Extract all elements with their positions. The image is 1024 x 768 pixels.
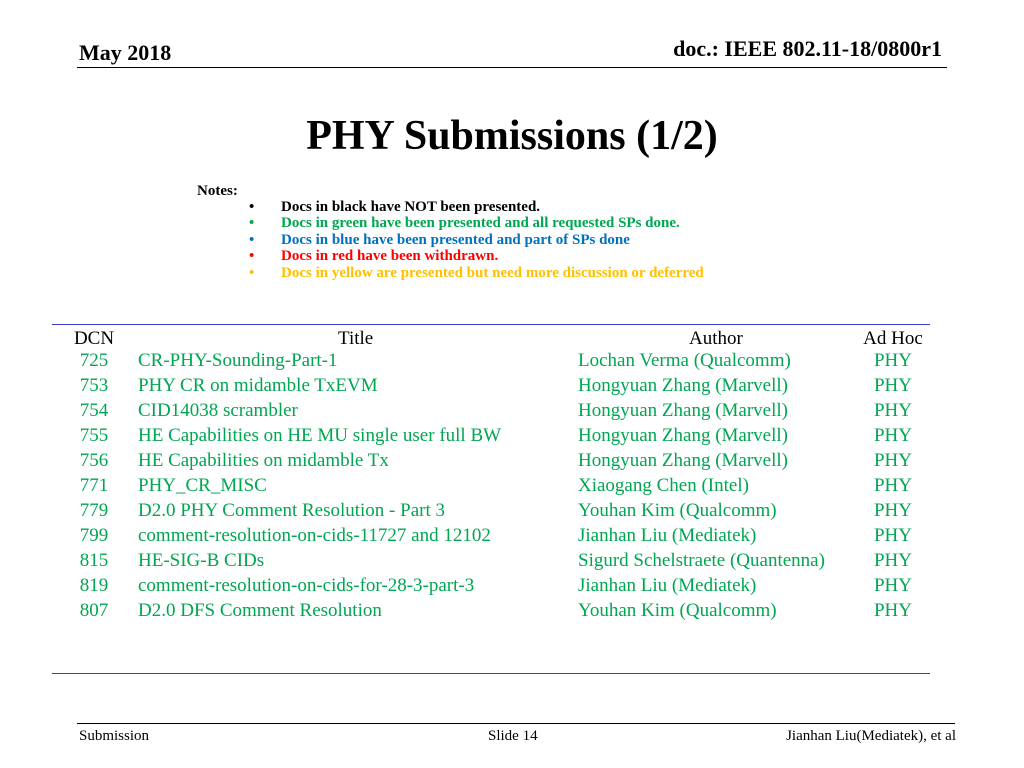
table-row [0, 600, 1024, 625]
table-row [0, 450, 1024, 475]
cell-adhoc: PHY [873, 350, 912, 371]
bullet-icon: • [249, 231, 255, 248]
note-text: Docs in blue have been presented and part of SPs done [281, 231, 630, 248]
column-header-dcn: DCN [73, 328, 115, 349]
cell-title: PHY_CR_MISC [138, 475, 267, 496]
column-header-adhoc: Ad Hoc [863, 328, 923, 349]
table-row [0, 375, 1024, 400]
cell-author: Jianhan Liu (Mediatek) [578, 525, 757, 546]
note-item [247, 248, 704, 264]
bullet-icon: • [249, 215, 255, 232]
note-item [247, 232, 704, 248]
table-row [0, 350, 1024, 375]
table-row [0, 500, 1024, 525]
cell-adhoc: PHY [873, 600, 912, 621]
cell-title: PHY CR on midamble TxEVM [138, 375, 378, 396]
cell-dcn: 753 [79, 375, 109, 396]
note-text: Docs in red have been withdrawn. [281, 248, 499, 265]
cell-adhoc: PHY [873, 450, 912, 471]
cell-author: Hongyuan Zhang (Marvell) [578, 400, 788, 421]
footer-submission: Submission [79, 728, 150, 744]
cell-title: D2.0 DFS Comment Resolution [138, 600, 382, 621]
notes-label: Notes: [197, 183, 238, 199]
cell-dcn: 819 [79, 575, 109, 596]
cell-adhoc: PHY [873, 550, 912, 571]
cell-dcn: 807 [79, 600, 109, 621]
cell-author: Hongyuan Zhang (Marvell) [578, 425, 788, 446]
bullet-icon: • [249, 264, 255, 281]
cell-adhoc: PHY [873, 400, 912, 421]
cell-dcn: 815 [79, 550, 109, 571]
bullet-icon: • [249, 199, 255, 215]
footer-author: Jianhan Liu(Mediatek), et al [786, 728, 956, 744]
column-header-title: Title [338, 328, 374, 349]
cell-title: comment-resolution-on-cids-11727 and 12102 [138, 525, 491, 546]
note-text: Docs in black have NOT been presented. [281, 199, 541, 215]
cell-adhoc: PHY [873, 475, 912, 496]
table-row [0, 400, 1024, 425]
cell-title: CR-PHY-Sounding-Part-1 [138, 350, 338, 371]
cell-dcn: 799 [79, 525, 109, 546]
header-doc-id: doc.: IEEE 802.11-18/0800r1 [673, 36, 942, 61]
bullet-icon: • [249, 248, 255, 265]
footer-slide-number: Slide 14 [488, 728, 538, 744]
cell-author: Hongyuan Zhang (Marvell) [578, 375, 788, 396]
notes-list [247, 199, 704, 281]
cell-dcn: 725 [79, 350, 109, 371]
cell-author: Youhan Kim (Qualcomm) [578, 500, 777, 521]
table-top-rule [52, 324, 930, 325]
cell-title: comment-resolution-on-cids-for-28-3-part-3 [138, 575, 475, 596]
cell-dcn: 779 [79, 500, 109, 521]
table-row [0, 425, 1024, 450]
cell-adhoc: PHY [873, 575, 912, 596]
table-row [0, 475, 1024, 500]
cell-dcn: 754 [79, 400, 109, 421]
table-row [0, 550, 1024, 575]
cell-title: HE Capabilities on midamble Tx [138, 450, 389, 471]
header-divider [77, 67, 947, 68]
note-item [247, 215, 704, 231]
cell-dcn: 756 [79, 450, 109, 471]
cell-author: Jianhan Liu (Mediatek) [578, 575, 757, 596]
slide-title: PHY Submissions (1/2) [306, 113, 718, 159]
table-row [0, 575, 1024, 600]
note-item [247, 265, 704, 281]
cell-adhoc: PHY [873, 425, 912, 446]
cell-author: Lochan Verma (Qualcomm) [578, 350, 791, 371]
cell-title: D2.0 PHY Comment Resolution - Part 3 [138, 500, 445, 521]
note-text: Docs in green have been presented and all requested SPs done. [281, 215, 680, 232]
cell-title: HE-SIG-B CIDs [138, 550, 265, 571]
table-row [0, 525, 1024, 550]
cell-dcn: 755 [79, 425, 109, 446]
cell-adhoc: PHY [873, 375, 912, 396]
note-item [247, 199, 704, 215]
cell-adhoc: PHY [873, 500, 912, 521]
cell-adhoc: PHY [873, 525, 912, 546]
cell-author: Hongyuan Zhang (Marvell) [578, 450, 788, 471]
cell-author: Sigurd Schelstraete (Quantenna) [578, 550, 825, 571]
header-date: May 2018 [79, 40, 172, 65]
cell-dcn: 771 [79, 475, 109, 496]
cell-title: CID14038 scrambler [138, 400, 298, 421]
footer-divider [77, 723, 955, 724]
table-bottom-rule [52, 673, 930, 674]
cell-author: Xiaogang Chen (Intel) [578, 475, 749, 496]
cell-author: Youhan Kim (Qualcomm) [578, 600, 777, 621]
note-text: Docs in yellow are presented but need more discussion or deferred [281, 264, 704, 281]
cell-title: HE Capabilities on HE MU single user full BW [138, 425, 502, 446]
column-header-author: Author [689, 328, 743, 349]
